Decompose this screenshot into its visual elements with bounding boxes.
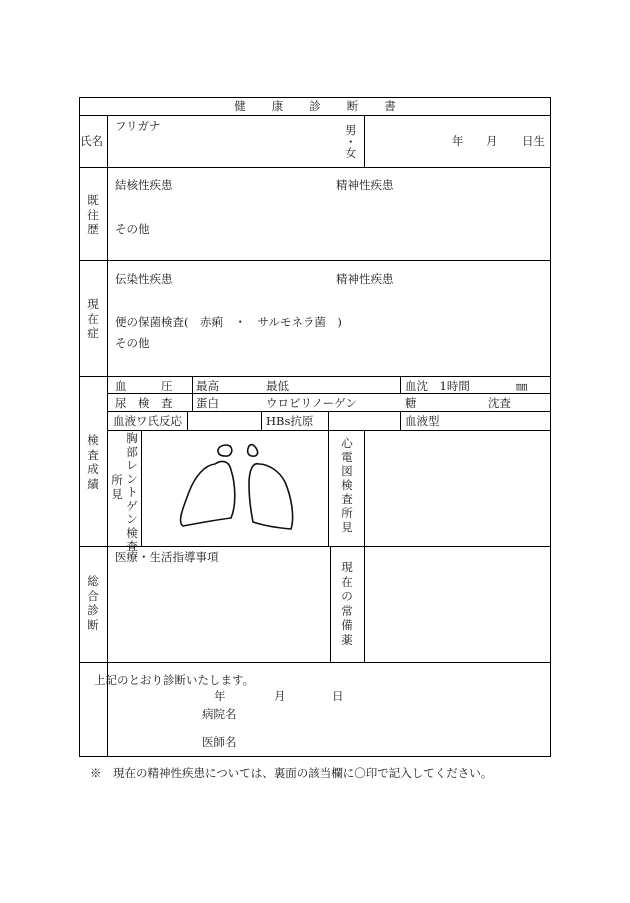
protein-label: 蛋白 (196, 396, 219, 410)
name-label: 氏名 (80, 134, 103, 148)
birth-day: 日生 (522, 134, 545, 148)
current-mental: 精神性疾患 (336, 272, 394, 286)
bp-low: 最低 (266, 379, 289, 393)
lung-diagram (175, 440, 300, 532)
name-field[interactable] (108, 116, 364, 166)
blood-type-label: 血液型 (405, 414, 440, 428)
xray-sub-label: 所見 (111, 473, 123, 501)
divider (79, 260, 551, 261)
current-other: その他 (115, 336, 150, 350)
doctor-label: 医師名 (202, 735, 237, 749)
divider (330, 546, 331, 662)
urobilinogen-label: ウロビリノーゲン (266, 396, 357, 410)
divider (400, 411, 401, 430)
current-infectious: 伝染性疾患 (115, 272, 173, 286)
gender-dot: ・ (345, 135, 357, 149)
sediment-label: 沈査 (488, 396, 511, 410)
history-other: その他 (115, 222, 150, 236)
divider (364, 115, 365, 167)
divider (79, 546, 551, 547)
divider (79, 167, 551, 168)
divider (261, 411, 262, 430)
divider (328, 430, 329, 546)
guidance-label: 医療・生活指導事項 (115, 550, 219, 564)
furigana-label: フリガナ (115, 119, 161, 133)
bp-high: 最高 (196, 379, 219, 393)
esr-unit: ㎜ (516, 379, 528, 393)
gender-female[interactable]: 女 (345, 146, 357, 160)
lung-diagram-upper-right (248, 445, 258, 457)
divider (107, 115, 108, 757)
lung-diagram-right-lung (249, 464, 293, 529)
hbs-label: HBs抗原 (266, 414, 314, 428)
birth-year: 年 (452, 134, 464, 148)
date-day: 日 (332, 689, 344, 703)
bp-label: 血 圧 (115, 379, 173, 393)
urine-label: 尿 検 査 (115, 396, 173, 410)
gender-male[interactable]: 男 (345, 123, 357, 137)
exam-label: 検査成績 (87, 433, 99, 491)
history-label: 既往歴 (87, 193, 99, 236)
divider (79, 376, 551, 377)
lung-diagram-left-lung (181, 462, 235, 526)
divider (364, 430, 365, 546)
divider (107, 411, 551, 412)
divider (107, 430, 551, 431)
divider (141, 430, 142, 546)
lung-diagram-upper-left (218, 445, 232, 456)
xray-label: 胸部レントゲン検査 (126, 431, 138, 553)
history-tuberculosis: 結核性疾患 (115, 178, 173, 192)
sugar-label: 糖 (405, 396, 417, 410)
divider (364, 546, 365, 662)
form-title: 健康診断書 (234, 99, 422, 113)
medicine-label: 現在の常備薬 (341, 560, 353, 647)
wassermann-label: 血液ワ氏反応 (113, 414, 182, 428)
divider (187, 411, 188, 430)
date-year: 年 (214, 689, 226, 703)
current-label: 現在症 (87, 297, 99, 340)
overall-label: 総合診断 (87, 574, 99, 632)
stool-test: 便の保菌検査( 赤痢 ・ サルモネラ菌 ) (115, 315, 342, 329)
hospital-label: 病院名 (202, 707, 237, 721)
history-mental: 精神性疾患 (336, 178, 394, 192)
divider (107, 393, 551, 394)
esr-label: 血沈 1時間 (405, 379, 470, 393)
birth-month: 月 (486, 134, 498, 148)
statement: 上記のとおり診断いたします。 (94, 673, 255, 687)
footnote: ※ 現在の精神性疾患については、裏面の該当欄に〇印で記入してください。 (90, 766, 493, 780)
divider (79, 662, 551, 663)
divider (400, 376, 401, 393)
ecg-label: 心電図検査所見 (341, 436, 353, 534)
date-month: 月 (274, 689, 286, 703)
divider (328, 411, 329, 430)
